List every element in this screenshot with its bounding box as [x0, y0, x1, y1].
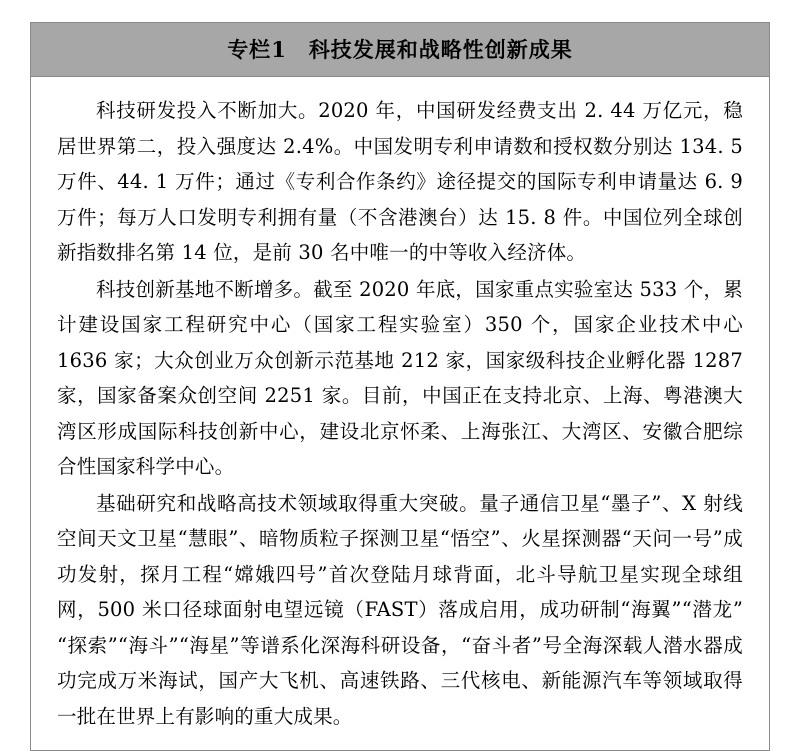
- callout-title: [227, 34, 573, 64]
- paragraph-1: 科技研发投入不断加大。2020 年，中国研发经费支出 2. 44 万亿元，稳居世界第二，投入强度达 2.4%。中国发明专利申请数和授权数分别达 134. 5 万件、44. 1 万件；通过《专利合作条约》途径提交的国际专利申请量达 6. 9 万件；每万人口发明专利拥有量（不含港澳台）达 15. 8 件。中国位列全球创新指数排名第 14 位，是前 30 名中唯一的中等收入经济体。: [57, 99, 743, 264]
- callout-box-header: [31, 23, 769, 77]
- callout-heading-text: 科技发展和战略性创新成果: [308, 37, 573, 62]
- paragraph-2: 科技创新基地不断增多。截至 2020 年底，国家重点实验室达 533 个，累计建设国家工程研究中心（国家工程实验室）350 个，国家企业技术中心 1636 家；大众创业万众创新示范基地 212 家，国家级科技企业孵化器 1287 家，国家备案众创空间 2251 家。目前，中国正在支持北京、上海、粤港澳大湾区形成国际科技创新中心，建设北京怀柔、上海张江、大湾区、安徽合肥综合性国家科学中心。: [57, 277, 743, 478]
- callout-box-body: [31, 77, 769, 750]
- paragraph-3: 基础研究和战略高技术领域取得重大突破。量子通信卫星“墨子”、X 射线空间天文卫星“慧眼”、暗物质粒子探测卫星“悟空”、火星探测器“天问一号”成功发射，探月工程“嫦娥四号”首次登陆月球背面，北斗导航卫星实现全球组网，500 米口径球面射电望远镜（FAST）落成启用，成功研制“海翼”“潜龙”“探索”“海斗”“海星”等谱系化深海科研设备，“奋斗者”号全海深载人潜水器成功完成万米海试，国产大飞机、高速铁路、三代核电、新能源汽车等领域取得一批在世界上有影响的重大成果。: [57, 491, 743, 728]
- callout-label: 专栏: [227, 37, 272, 62]
- callout-box: [30, 22, 770, 751]
- callout-number: 1: [271, 37, 287, 62]
